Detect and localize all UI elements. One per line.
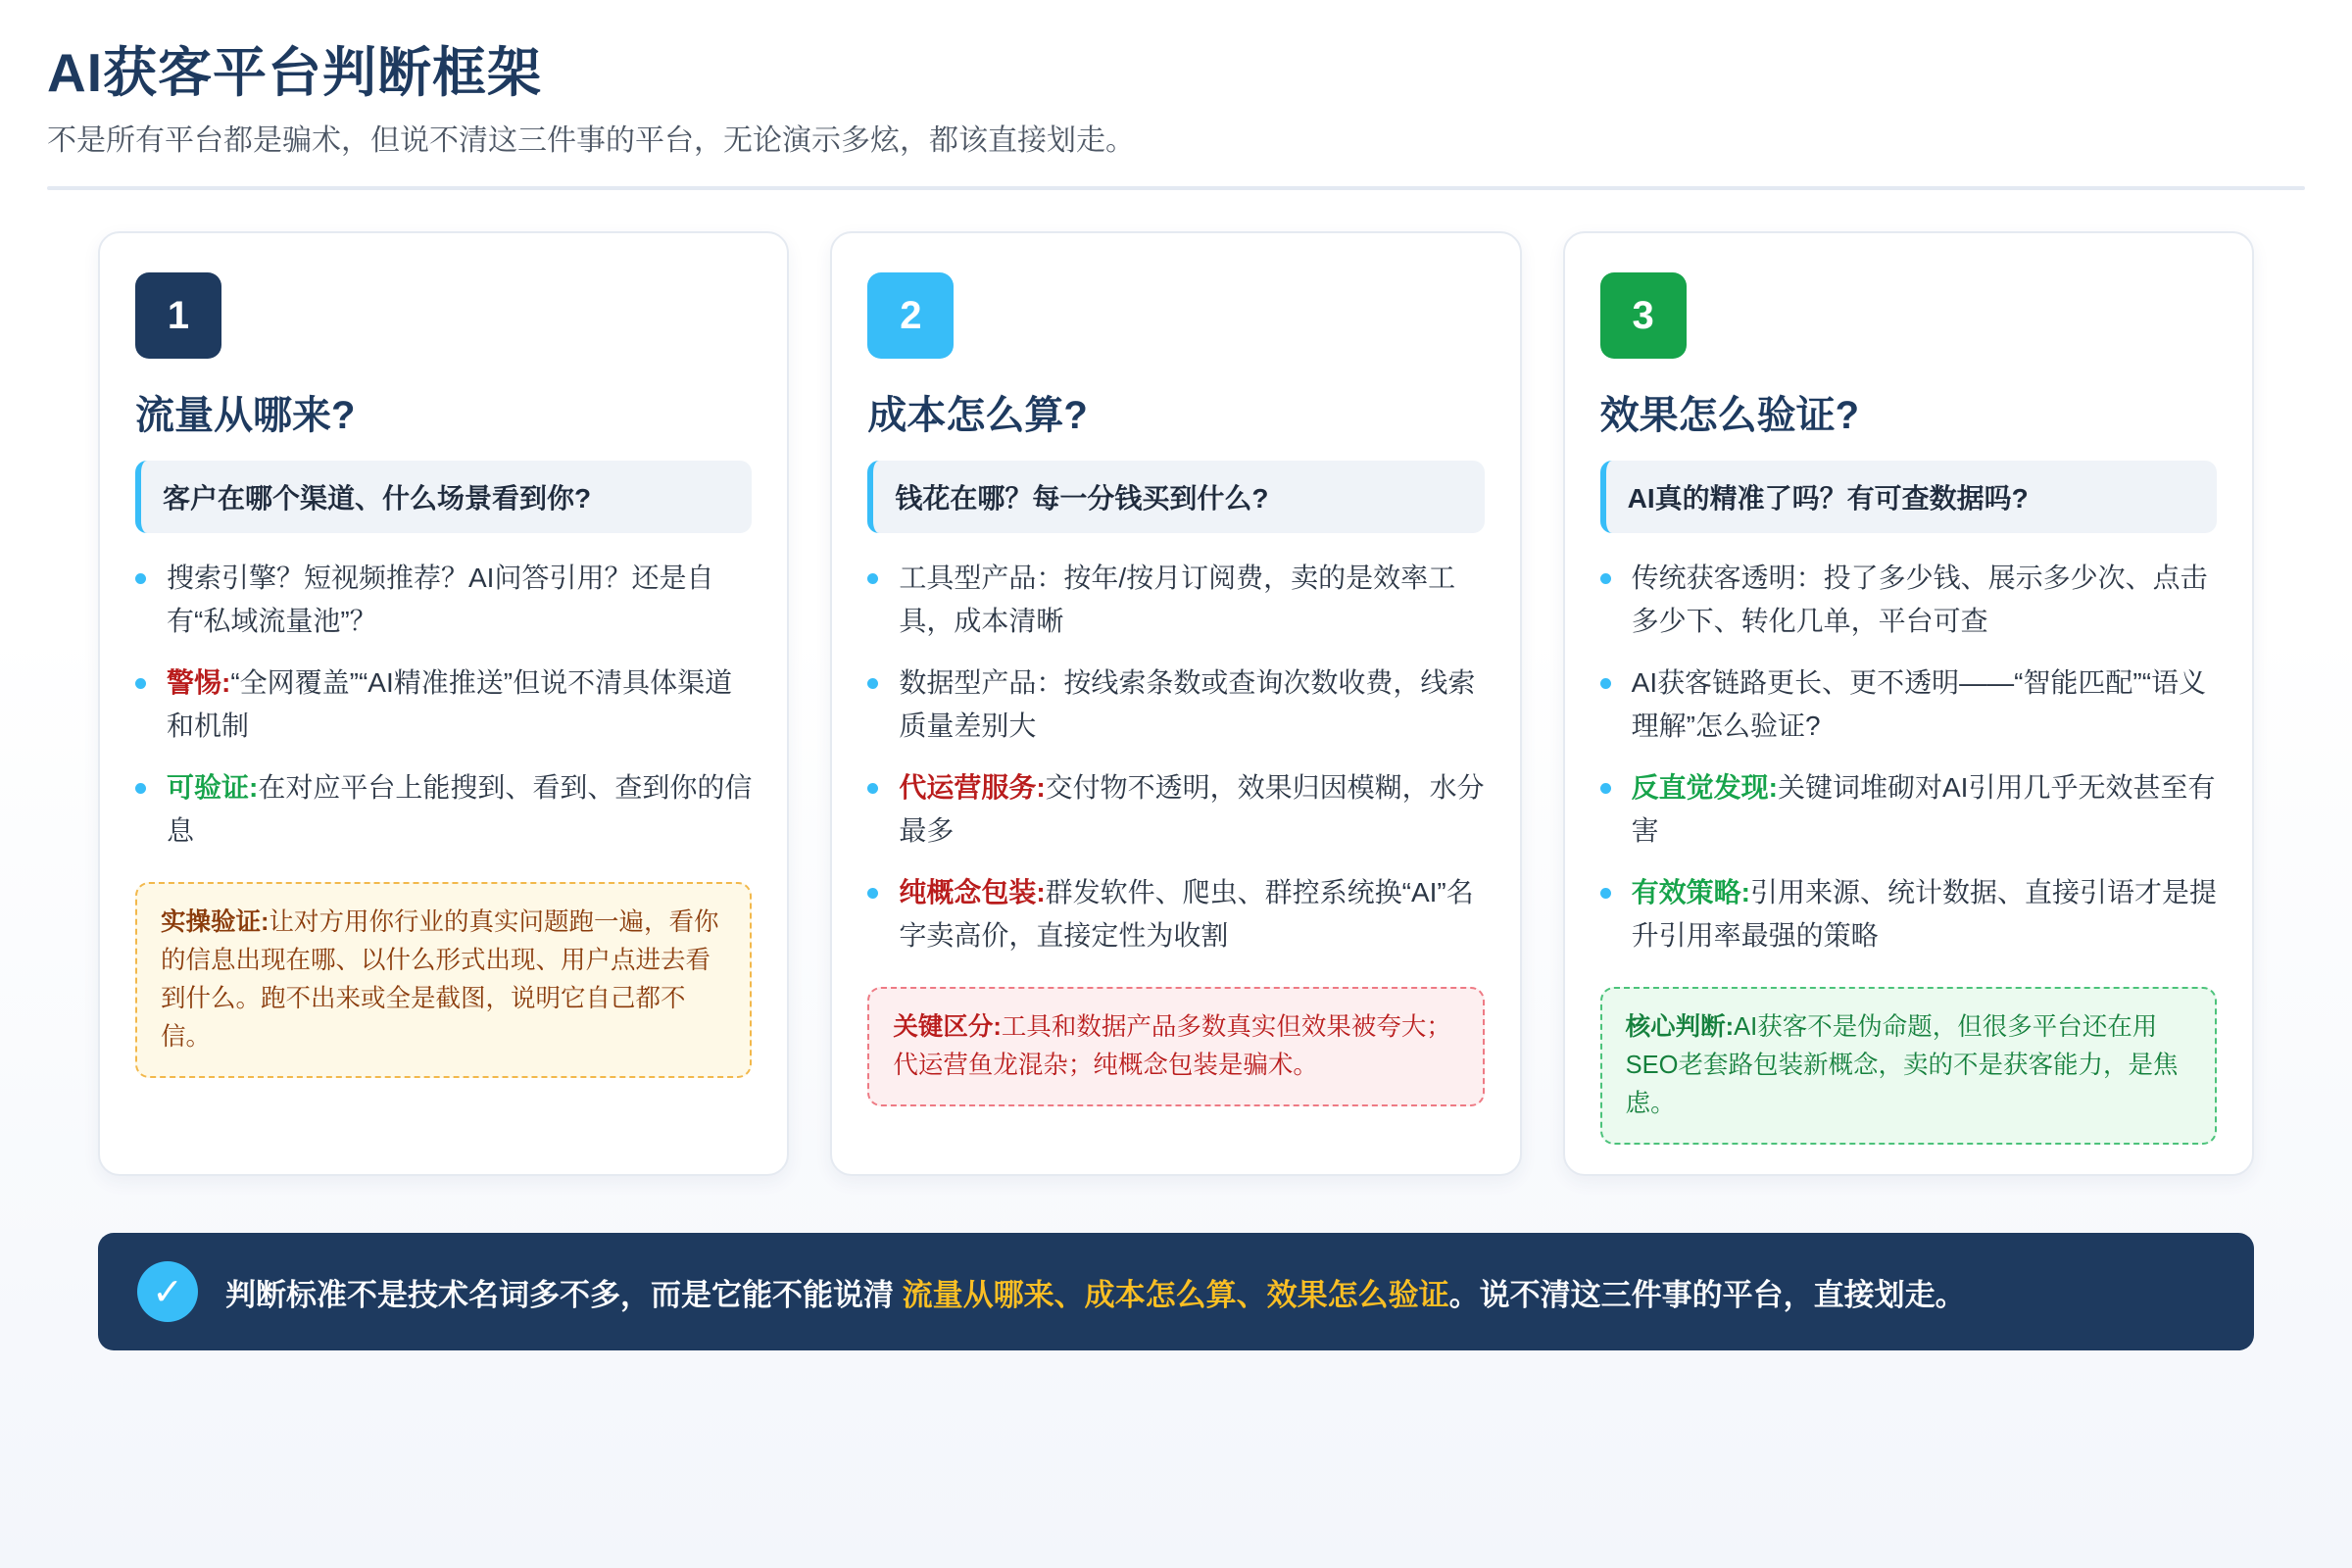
note-text: 让对方用你行业的真实问题跑一遍，看你的信息出现在哪、以什么形式出现、用户点进去看到什么。跑不出来或全是截图，说明它自己都不信。 [161, 908, 719, 1051]
checkmark-icon: ✓ [137, 1261, 198, 1322]
card-title: 效果怎么验证? [1599, 394, 1860, 437]
item-text: 群发软件、爬虫、群控系统换“AI”名字卖高价，直接定性为收割 [899, 877, 1474, 951]
bullet-dot-icon [135, 573, 146, 584]
banner-prefix: 判断标准不是技术名词多不多，而是它能不能说清 [225, 1277, 903, 1312]
bullet-dot-icon [1600, 573, 1611, 584]
item-text: 在对应平台上能搜到、看到、查到你的信息 [167, 772, 753, 846]
page-subtitle: 不是所有平台都是骗术，但说不清这三件事的平台，无论演示多炫，都该直接划走。 [47, 124, 1135, 157]
card-traffic [98, 231, 789, 1176]
list-item [867, 871, 1484, 957]
bullet-dot-icon [1600, 888, 1611, 899]
card-note [867, 987, 1484, 1106]
item-text: 传统获客透明：投了多少钱、展示多少次、点击多少下、转化几单，平台可查 [1631, 563, 2208, 636]
bullet-dot-icon [867, 678, 878, 689]
header-divider [47, 186, 2305, 190]
bullet-dot-icon [135, 783, 146, 794]
note-label: 实操验证: [161, 908, 270, 936]
list-item [1600, 766, 2217, 853]
card-cost [830, 231, 1521, 1176]
header [47, 37, 2305, 161]
item-label: 代运营服务: [899, 772, 1046, 803]
item-text: 搜索引擎？短视频推荐？AI问答引用？还是自有“私域流量池”？ [167, 563, 714, 636]
note-label: 关键区分: [893, 1013, 1002, 1041]
note-text: 工具和数据产品多数真实但效果被夸大；代运营鱼龙混杂；纯概念包装是骗术。 [893, 1013, 1451, 1079]
list-item [867, 557, 1484, 643]
cards-row [98, 231, 2254, 1176]
card-number-badge: 2 [867, 272, 954, 359]
card-note [1600, 987, 2217, 1145]
card-question: 钱花在哪？每一分钱买到什么? [867, 461, 1484, 533]
card-item-list [135, 557, 752, 853]
card-item-list [867, 557, 1484, 957]
card-note [135, 882, 752, 1078]
list-item [1600, 662, 2217, 748]
list-item [135, 557, 752, 643]
card-title: 流量从哪来? [135, 394, 356, 437]
note-text: AI获客不是伪命题，但很多平台还在用SEO老套路包装新概念，卖的不是获客能力，是焦虑。 [1625, 1013, 2179, 1117]
item-label: 反直觉发现: [1631, 772, 1778, 803]
bullet-dot-icon [1600, 678, 1611, 689]
list-item [867, 662, 1484, 748]
card-question: 客户在哪个渠道、什么场景看到你? [135, 461, 752, 533]
bullet-dot-icon [867, 783, 878, 794]
item-text: 交付物不透明，效果归因模糊，水分最多 [899, 772, 1485, 846]
card-number-badge: 3 [1600, 272, 1687, 359]
card-question: AI真的精准了吗？有可查数据吗? [1600, 461, 2217, 533]
banner-highlight: 流量从哪来、成本怎么算、效果怎么验证 [902, 1277, 1449, 1312]
item-text: 工具型产品：按年/按月订阅费，卖的是效率工具，成本清晰 [899, 563, 1456, 636]
list-item [1600, 557, 2217, 643]
card-title: 成本怎么算? [867, 394, 1088, 437]
summary-banner [98, 1233, 2254, 1350]
bullet-dot-icon [1600, 783, 1611, 794]
list-item [135, 766, 752, 853]
item-text: AI获客链路更长、更不透明——“智能匹配”“语义理解”怎么验证? [1631, 667, 2207, 741]
bullet-dot-icon [135, 678, 146, 689]
item-label: 纯概念包装: [899, 877, 1046, 907]
bullet-dot-icon [867, 573, 878, 584]
bullet-dot-icon [867, 888, 878, 899]
card-effect [1563, 231, 2254, 1176]
item-text: 关键词堆砌对AI引用几乎无效甚至有害 [1631, 772, 2216, 846]
item-text: 数据型产品：按线索条数或查询次数收费，线索质量差别大 [899, 667, 1476, 741]
list-item [135, 662, 752, 748]
item-text: 引用来源、统计数据、直接引语才是提升引用率最强的策略 [1631, 877, 2217, 951]
banner-suffix: 。说不清这三件事的平台，直接划走。 [1448, 1277, 1966, 1312]
banner-text [225, 1270, 1966, 1314]
item-label: 警惕: [167, 667, 231, 698]
list-item [867, 766, 1484, 853]
list-item [1600, 871, 2217, 957]
item-label: 可验证: [167, 772, 259, 803]
note-label: 核心判断: [1625, 1013, 1735, 1041]
card-number-badge: 1 [135, 272, 221, 359]
card-item-list [1600, 557, 2217, 957]
page-title: AI获客平台判断框架 [47, 42, 543, 103]
item-label: 有效策略: [1631, 877, 1750, 907]
item-text: “全网覆盖”“AI精准推送”但说不清具体渠道和机制 [167, 667, 733, 741]
